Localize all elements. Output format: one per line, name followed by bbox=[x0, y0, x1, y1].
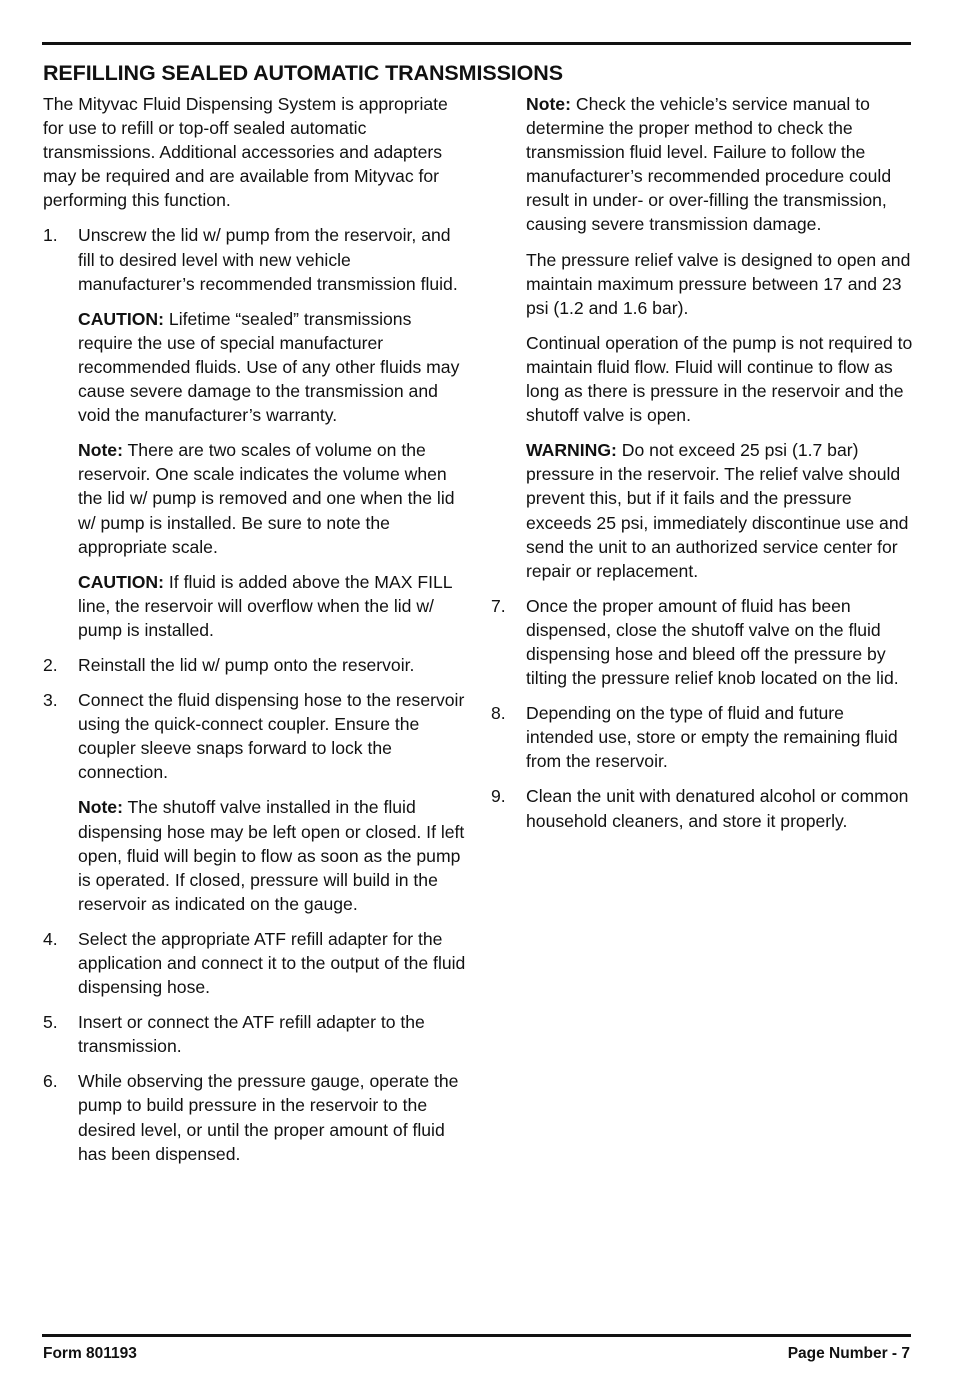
step-item bbox=[43, 1069, 468, 1165]
step-text: Unscrew the lid w/ pump from the reservoir, and fill to desired level with new vehicle manufacturer’s recommended transmission fluid. bbox=[78, 225, 458, 294]
step-number: 3. bbox=[43, 690, 58, 711]
callout-text: The pressure relief valve is designed to open and maintain maximum pressure between 17 and 23 psi (1.2 and 1.6 bar). bbox=[526, 249, 911, 318]
step-text: Connect the fluid dispensing hose to the reservoir using the quick-connect coupler. Ensure the coupler sleeve snaps forward to lock the connection. bbox=[78, 690, 465, 783]
right-column bbox=[491, 92, 916, 844]
step-text: While observing the pressure gauge, operate the pump to build pressure in the reservoir to the desired level, or until the proper amount of fluid has been dispensed. bbox=[78, 1071, 459, 1164]
section-heading: REFILLING SEALED AUTOMATIC TRANSMISSIONS bbox=[43, 61, 563, 85]
right-step-list bbox=[491, 594, 916, 833]
callout-text: Continual operation of the pump is not required to maintain fluid flow. Fluid will continue to flow as long as there is pressure in the reservoir and the shutoff valve is open. bbox=[526, 332, 913, 426]
step-number: 4. bbox=[43, 928, 58, 949]
step-number: 6. bbox=[43, 1071, 58, 1092]
callout-text: Do not exceed 25 psi (1.7 bar) pressure in the reservoir. The relief valve should prevent this, but if it fails and the pressure exceeds 25 psi, immediately discontinue use and send the unit to an authorized service center for repair or replacement. bbox=[526, 440, 909, 581]
left-step-list bbox=[43, 223, 468, 1165]
step-item bbox=[491, 701, 916, 773]
step-text: Insert or connect the ATF refill adapter to the transmission. bbox=[78, 1012, 425, 1057]
step-number: 8. bbox=[491, 703, 506, 724]
sub-paragraph bbox=[491, 248, 916, 320]
intro-paragraph: The Mityvac Fluid Dispensing System is appropriate for use to refill or top-off sealed automatic transmissions. Additional accessories and adapters may be required and are available from Mityvac for performing this function. bbox=[43, 94, 448, 211]
callout-note bbox=[491, 438, 916, 583]
sub-paragraph bbox=[491, 331, 916, 427]
step-item bbox=[491, 784, 916, 832]
step-number: 7. bbox=[491, 595, 506, 616]
callout-note bbox=[491, 92, 916, 237]
step-item bbox=[491, 594, 916, 690]
step-number: 5. bbox=[43, 1012, 58, 1033]
callout-note bbox=[78, 438, 468, 558]
callout-label: CAUTION: bbox=[78, 571, 165, 592]
callout-label: Note: bbox=[78, 440, 123, 461]
callout-text: The shutoff valve installed in the fluid dispensing hose may be left open or closed. If left open, fluid will begin to flow as soon as the pump is operated. If closed, pressure will build in the reservoir as indicated on the gauge. bbox=[78, 797, 465, 914]
callout-label: Note: bbox=[526, 94, 571, 114]
page-number: Page Number - 7 bbox=[787, 1345, 910, 1362]
top-rule bbox=[42, 42, 911, 45]
step-text: Reinstall the lid w/ pump onto the reservoir. bbox=[78, 654, 415, 675]
step-item bbox=[43, 223, 468, 642]
callout-note bbox=[78, 307, 468, 427]
step-item bbox=[43, 688, 468, 916]
step-text: Depending on the type of fluid and future intended use, store or empty the remaining fluid from the reservoir. bbox=[526, 703, 898, 772]
step-number: 9. bbox=[491, 786, 506, 807]
callout-text: Check the vehicle’s service manual to determine the proper method to check the transmission fluid level. Failure to follow the manufacturer’s recommended procedure could result in under- or over-filling the transmission, causing severe transmission damage. bbox=[526, 94, 892, 235]
left-column bbox=[43, 92, 468, 1177]
callout-text: If fluid is added above the MAX FILL line, the reservoir will overflow when the lid w/ pump is installed. bbox=[78, 571, 452, 640]
step-item bbox=[43, 653, 468, 677]
callout-label: CAUTION: bbox=[78, 308, 165, 329]
step-item bbox=[43, 927, 468, 999]
step-number: 1. bbox=[43, 225, 58, 246]
callout-note bbox=[78, 795, 468, 915]
right-note-list bbox=[491, 92, 916, 583]
callout-label: WARNING: bbox=[526, 440, 617, 461]
step-item bbox=[43, 1010, 468, 1058]
step-number: 2. bbox=[43, 654, 58, 675]
step-text: Select the appropriate ATF refill adapter for the application and connect it to the output of the fluid dispensing hose. bbox=[78, 928, 466, 998]
callout-label: Note: bbox=[78, 797, 123, 818]
form-number: Form 801193 bbox=[43, 1345, 137, 1362]
callout-text: There are two scales of volume on the reservoir. One scale indicates the volume when the lid w/ pump is removed and one when the lid w/ pump is installed. Be sure to note the appropriate scale. bbox=[78, 440, 455, 557]
step-text: Once the proper amount of fluid has been dispensed, close the shutoff valve on the fluid dispensing hose and bleed off the pressure by tilting the pressure relief knob located on the lid. bbox=[526, 595, 899, 689]
callout-note bbox=[78, 570, 468, 642]
callout-text: Lifetime “sealed” transmissions require the use of special manufacturer recommended fluids. Use of any other fluids may cause severe damage to the transmission and void the manufacturer’s warranty. bbox=[78, 308, 460, 426]
bottom-rule bbox=[42, 1334, 911, 1337]
step-text: Clean the unit with denatured alcohol or common household cleaners, and store it properly. bbox=[526, 786, 909, 831]
